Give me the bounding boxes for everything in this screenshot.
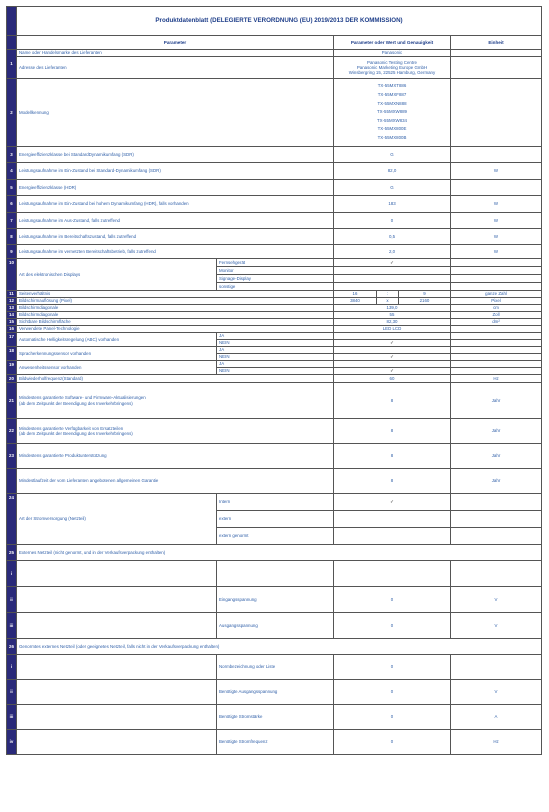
section-label: Externes Netzteil (nicht genormt, und in der Verkaufsverpackung enthalten) — [17, 545, 542, 561]
row-number: 13 — [7, 305, 17, 312]
row-unit: Hz — [451, 375, 542, 383]
sub-value: 0 — [334, 655, 451, 680]
title-marker — [7, 7, 17, 36]
row-number: 15 — [7, 319, 17, 326]
sub-unit: V — [451, 613, 542, 639]
sub-value: 0 — [334, 613, 451, 639]
row-unit: Jahr — [451, 419, 542, 444]
row-number: 21 — [7, 383, 17, 419]
row-value: LED LCD — [334, 326, 451, 333]
ratio-sep: : — [377, 291, 399, 298]
row-number: 22 — [7, 419, 17, 444]
page-title: Produktdatenblatt (DELEGIERTE VERORDNUNG (EU) 2019/2013 DER KOMMISSION) — [17, 7, 542, 36]
row-label: Name oder Handelsmarke des Lieferanten — [17, 50, 334, 57]
header-parameter: Parameter — [17, 36, 334, 50]
row-unit: cm — [451, 305, 542, 312]
row-label: Art des elektronischen Displays — [17, 259, 217, 291]
row-value: 183 — [334, 196, 451, 213]
row-value: 8 — [334, 383, 451, 419]
row-unit: Jahr — [451, 444, 542, 469]
sub-number: ii — [7, 587, 17, 613]
sub-unit — [451, 561, 542, 587]
sub-unit: Hz — [451, 730, 542, 755]
row-number: 10 — [7, 259, 17, 291]
resolution-sep: x — [377, 298, 399, 305]
option-label: extern — [217, 511, 334, 528]
row-label: Anwesenheitssensor vorhanden — [17, 361, 217, 375]
row-value: 8 — [334, 444, 451, 469]
row-value: 55 — [334, 312, 451, 319]
option-nein: NEIN — [217, 340, 334, 347]
row-label: Mindestlaufzeit der vom Lieferanten angebotenen allgemeinen Garantie — [17, 469, 334, 494]
check-mark: ✓ — [334, 494, 451, 511]
row-unit: W — [451, 196, 542, 213]
option-label: extern genormt — [217, 528, 334, 545]
ratio-a: 16 — [334, 291, 377, 298]
row-label: Leistungsaufnahme im Bereitschaftszustand, falls zutreffend — [17, 229, 334, 245]
sub-value: 0 — [334, 587, 451, 613]
row-label: Leistungsaufnahme im Ein-Zustand bei Standard-Dynamikumfang (SDR) — [17, 163, 334, 180]
sub-unit: A — [451, 705, 542, 730]
option-label: Fernsehgerät — [217, 259, 334, 267]
row-number: 6 — [7, 196, 17, 213]
row-label: Mindestens garantierte Produktunterstützung — [17, 444, 334, 469]
row-number: 1 — [7, 50, 17, 79]
check-mark: ✓ — [334, 259, 451, 267]
row-number: 12 — [7, 298, 17, 305]
check-mark: ✓ — [334, 354, 451, 361]
option-nein: NEIN — [217, 368, 334, 375]
row-label: Automatische Helligkeitsregelung (ABC) vorhanden — [17, 333, 217, 347]
row-label: Leistungsaufnahme im vernetzten Bereitschaftsbetrieb, falls zutreffend — [17, 245, 334, 259]
header-unit: Einheit — [451, 36, 542, 50]
row-number: 19 — [7, 361, 17, 375]
row-unit: W — [451, 213, 542, 229]
row-number: 24 — [7, 494, 17, 545]
sub-label: Ausgangsspannung — [217, 613, 334, 639]
option-ja: JA — [217, 347, 334, 354]
supplier-address: Panasonic Testing Centre Panasonic Marketing Europe GmbH Winsbergring 15, 22525 Hamburg, Germany — [334, 57, 451, 79]
row-unit: dm² — [451, 319, 542, 326]
row-label: Art der Stromversorgung (Netzteil) — [17, 494, 217, 545]
row-label: Adresse des Lieferanten — [17, 57, 334, 79]
row-number: 26 — [7, 639, 17, 655]
row-value: 8 — [334, 419, 451, 444]
row-number: 23 — [7, 444, 17, 469]
sub-value: 0 — [334, 730, 451, 755]
row-label: Mindestens garantierte Verfügbarkeit von Ersatzteilen (ab dem Zeitpunkt der Beendigung des Inverkehrbringens) — [17, 419, 334, 444]
option-label: sonstige — [217, 283, 334, 291]
row-unit: ganze Zahl — [451, 291, 542, 298]
sub-unit: V — [451, 680, 542, 705]
sub-number: i — [7, 655, 17, 680]
row-value: 82,30 — [334, 319, 451, 326]
row-value: 2,0 — [334, 245, 451, 259]
resolution-b: 2160 — [399, 298, 451, 305]
header-value: Parameter oder Wert und Genauigkeit — [334, 36, 451, 50]
row-unit: W — [451, 163, 542, 180]
sub-label: Eingangsspannung — [217, 587, 334, 613]
row-number: 25 — [7, 545, 17, 561]
row-label: Bildschirmauflösung (Pixel) — [17, 298, 334, 305]
option-ja: JA — [217, 361, 334, 368]
resolution-a: 3840 — [334, 298, 377, 305]
option-nein: NEIN — [217, 354, 334, 361]
sub-label — [217, 561, 334, 587]
data-sheet-table — [6, 6, 542, 755]
row-unit: Pixel — [451, 298, 542, 305]
option-ja: JA — [217, 333, 334, 340]
row-label: Bildschirmdiagonale — [17, 305, 334, 312]
row-number: 18 — [7, 347, 17, 361]
row-number: 20 — [7, 375, 17, 383]
row-unit: Zoll — [451, 312, 542, 319]
row-number: 17 — [7, 333, 17, 347]
row-unit: Jahr — [451, 469, 542, 494]
row-label: Leistungsaufnahme im Ein-Zustand bei hohem Dynamikumfang (HDR), falls vorhanden — [17, 196, 334, 213]
sub-label: Benötigte Stromstärke — [217, 705, 334, 730]
row-number: 9 — [7, 245, 17, 259]
sub-unit — [451, 655, 542, 680]
sub-value: 0 — [334, 680, 451, 705]
row-value: G — [334, 180, 451, 196]
row-number: 14 — [7, 312, 17, 319]
row-unit: W — [451, 245, 542, 259]
row-number: 4 — [7, 163, 17, 180]
row-value: 8 — [334, 469, 451, 494]
row-label: Modellkennung — [17, 79, 334, 147]
sub-value — [334, 561, 451, 587]
row-label: Energieeffizienzklasse (HDR) — [17, 180, 334, 196]
sub-label: Benötigte Stromfrequenz — [217, 730, 334, 755]
row-value: 139,0 — [334, 305, 451, 312]
model-list: TX-55MXT886 TX-55MXF887 TX-55MXN888 TX-55MXW889 TX-55MXW834 TX-55MX800E TX-55MX800B — [334, 79, 451, 147]
sub-number: iii — [7, 705, 17, 730]
row-unit: Jahr — [451, 383, 542, 419]
option-label: Monitor — [217, 267, 334, 275]
row-label: Bildschirmdiagonale — [17, 312, 334, 319]
row-label: Energieeffizienzklasse bei StandardDynamikumfang (SDR) — [17, 147, 334, 163]
sub-label: Benötigte Ausgangsspannung — [217, 680, 334, 705]
check-mark: ✓ — [334, 340, 451, 347]
row-number: 8 — [7, 229, 17, 245]
product-data-sheet — [6, 6, 541, 806]
row-value: 0 — [334, 213, 451, 229]
row-number: 5 — [7, 180, 17, 196]
row-value: 0,5 — [334, 229, 451, 245]
row-label: Leistungsaufnahme im Aus-Zustand, falls zutreffend — [17, 213, 334, 229]
row-number: 3 — [7, 147, 17, 163]
section-label: Genormtes externes Netzteil (oder geeignetes Netzteil, falls nicht in der Verkaufsverpackung enthalten) — [17, 639, 542, 655]
row-unit: W — [451, 229, 542, 245]
row-value: 60 — [334, 375, 451, 383]
sub-label: Normbezeichnung oder Liste — [217, 655, 334, 680]
row-number: 7 — [7, 213, 17, 229]
sub-number: iii — [7, 613, 17, 639]
row-label: Verwendete Panel-Technologie — [17, 326, 334, 333]
row-value: Panasonic — [334, 50, 451, 57]
row-label: Mindestens garantierte Software- und Firmware-Aktualisierungen (ab dem Zeitpunkt der Beendigung des Inverkehrbringens) — [17, 383, 334, 419]
sub-value: 0 — [334, 705, 451, 730]
row-value: 82,0 — [334, 163, 451, 180]
sub-unit: V — [451, 587, 542, 613]
row-label: Sichtbare Bildschirmfläche — [17, 319, 334, 326]
option-label: Intern — [217, 494, 334, 511]
sub-number: iv — [7, 730, 17, 755]
option-label: Signage-Display — [217, 275, 334, 283]
row-label: Bildwiederholfrequenz(Standard) — [17, 375, 334, 383]
row-label: Seitenverhältnis — [17, 291, 334, 298]
sub-number: i — [7, 561, 17, 587]
row-number: 11 — [7, 291, 17, 298]
row-label: Spracherkennungssensor vorhanden — [17, 347, 217, 361]
sub-number: ii — [7, 680, 17, 705]
row-value: G — [334, 147, 451, 163]
row-number: 16 — [7, 326, 17, 333]
check-mark: ✓ — [334, 368, 451, 375]
ratio-b: 9 — [399, 291, 451, 298]
row-number: 2 — [7, 79, 17, 147]
